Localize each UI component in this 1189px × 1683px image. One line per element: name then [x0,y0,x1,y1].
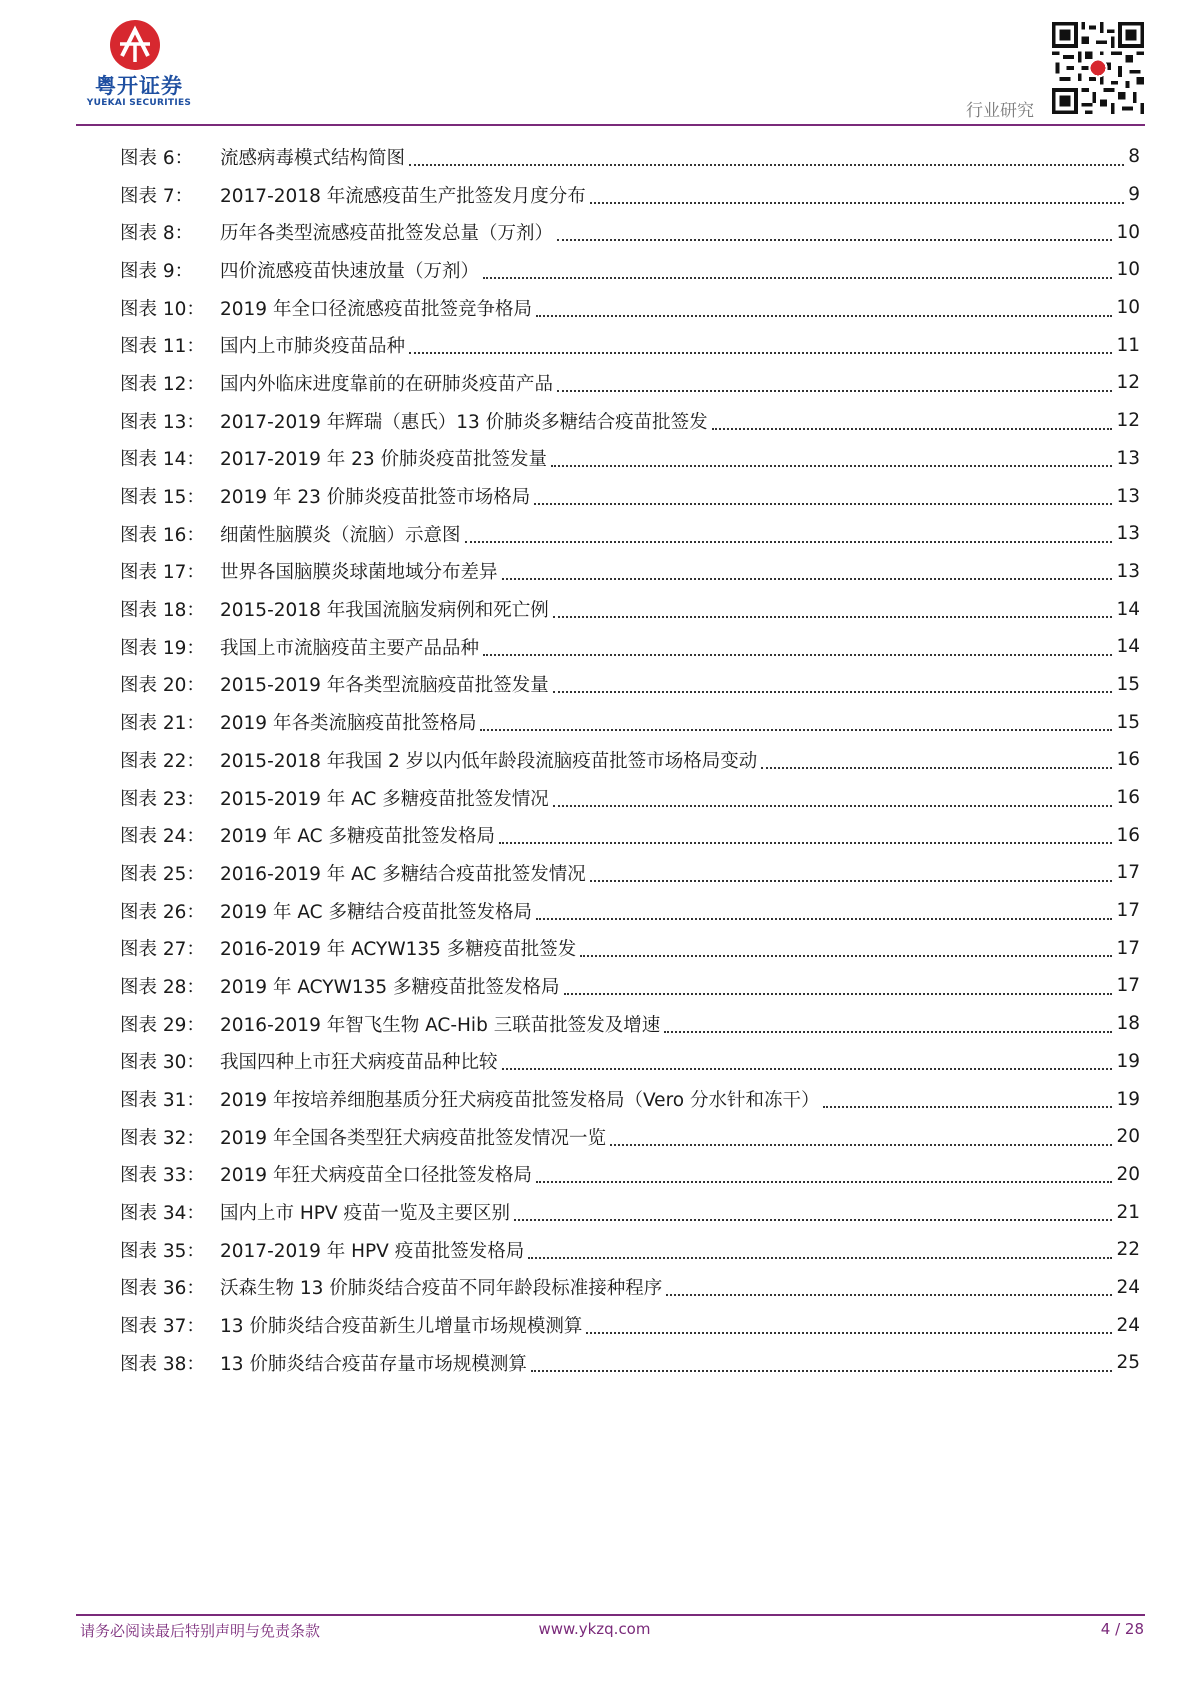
toc-entry-page: 20 [1116,1163,1140,1185]
toc-entry-page: 9 [1128,184,1140,206]
toc-entry-label: 图表 32： [120,1127,205,1149]
toc-entry-title: 我国上市流脑疫苗主要产品品种 [220,637,480,659]
toc-leader-dots [465,541,1113,543]
toc-entry-label: 图表 18： [120,600,205,622]
toc-entry-page: 12 [1116,372,1140,394]
toc-leader-dots [536,1181,1112,1183]
toc-leader-dots [502,1068,1113,1070]
toc-leader-dots [823,1106,1112,1108]
toc-entry-page: 17 [1116,975,1140,997]
toc-leader-dots [761,767,1112,769]
toc-leader-dots [483,654,1112,656]
toc-leader-dots [557,239,1112,241]
toc-leader-dots [536,315,1112,317]
toc-entry-page: 18 [1116,1013,1140,1035]
toc-entry-label: 图表 37： [120,1316,205,1338]
toc-leader-dots [664,1031,1112,1033]
footer-website-link[interactable]: www.ykzq.com [538,1620,651,1638]
toc-entry-label: 图表 15： [120,487,205,509]
toc-entry-page: 13 [1116,447,1140,469]
yuekai-logo-icon [108,18,162,72]
toc-entry-title: 历年各类型流感疫苗批签发总量（万剂） [220,223,554,245]
toc-entry-page: 21 [1116,1201,1140,1223]
toc-entry[interactable] [120,1193,1140,1231]
toc-entry[interactable] [120,440,1140,478]
toc-entry-page: 13 [1116,523,1140,545]
toc-entry[interactable] [120,967,1140,1005]
toc-entry-label: 图表 7： [120,185,194,207]
toc-entry-page: 8 [1128,146,1140,168]
toc-entry-title: 2015-2019 年各类型流脑疫苗批签发量 [220,675,549,697]
toc-entry-label: 图表 12： [120,373,205,395]
toc-entry[interactable] [120,779,1140,817]
toc-entry[interactable] [120,326,1140,364]
section-label: 行业研究 [966,101,1034,121]
toc-entry-label: 图表 8： [120,223,194,245]
logo-chinese-name: 粤开证券 [95,74,183,98]
toc-entry-label: 图表 24： [120,826,205,848]
toc-leader-dots [712,428,1113,430]
toc-entry-label: 图表 22： [120,750,205,772]
toc-entry-page: 17 [1116,937,1140,959]
toc-entry-title: 国内外临床进度靠前的在研肺炎疫苗产品 [220,373,554,395]
toc-entry-page: 11 [1116,334,1140,356]
toc-entry-page: 13 [1116,560,1140,582]
toc-entry-label: 图表 25： [120,863,205,885]
toc-entry[interactable] [120,628,1140,666]
toc-entry-title: 2017-2018 年流感疫苗生产批签发月度分布 [220,185,586,207]
toc-leader-dots [534,503,1112,505]
toc-entry-page: 16 [1116,824,1140,846]
toc-entry-page: 22 [1116,1239,1140,1261]
toc-entry[interactable] [120,1080,1140,1118]
toc-entry-page: 15 [1116,673,1140,695]
toc-leader-dots [409,352,1112,354]
company-logo [80,18,198,110]
toc-entry-label: 图表 30： [120,1052,205,1074]
toc-entry-title: 2017-2019 年 23 价肺炎疫苗批签发量 [220,449,548,471]
toc-entry-title: 2019 年狂犬病疫苗全口径批签发格局 [220,1165,532,1187]
toc-entry-label: 图表 19： [120,637,205,659]
toc-leader-dots [580,955,1112,957]
toc-entry[interactable] [120,1005,1140,1043]
toc-leader-dots [610,1144,1112,1146]
toc-entry[interactable] [120,892,1140,930]
toc-entry-page: 14 [1116,636,1140,658]
toc-entry[interactable] [120,1043,1140,1081]
toc-leader-dots [499,842,1112,844]
toc-entry-page: 17 [1116,862,1140,884]
toc-entry[interactable] [120,854,1140,892]
toc-leader-dots [514,1219,1112,1221]
toc-entry[interactable] [120,666,1140,704]
toc-entry-label: 图表 9： [120,260,194,282]
toc-entry-page: 25 [1116,1352,1140,1374]
footer-divider [76,1614,1145,1616]
toc-entry-page: 16 [1116,787,1140,809]
toc-entry-title: 国内上市 HPV 疫苗一览及主要区别 [220,1203,510,1225]
toc-entry-label: 图表 14： [120,449,205,471]
toc-entry[interactable] [120,1156,1140,1194]
toc-entry[interactable] [120,251,1140,289]
toc-entry-page: 10 [1116,297,1140,319]
toc-leader-dots [590,202,1124,204]
toc-leader-dots [531,1370,1113,1372]
toc-entry-title: 2019 年 AC 多糖疫苗批签发格局 [220,826,495,848]
toc-entry-title: 2016-2019 年 AC 多糖结合疫苗批签发情况 [220,863,586,885]
toc-entry[interactable] [120,703,1140,741]
footer-page-number: 4 / 28 [1100,1620,1144,1638]
toc-leader-dots [553,805,1113,807]
toc-entry-label: 图表 29： [120,1014,205,1036]
toc-entry-label: 图表 13： [120,411,205,433]
toc-entry-title: 我国四种上市狂犬病疫苗品种比较 [220,1052,498,1074]
toc-entry-label: 图表 6： [120,147,194,169]
toc-entry-title: 沃森生物 13 价肺炎结合疫苗不同年龄段标准接种程序 [220,1278,663,1300]
toc-entry[interactable] [120,741,1140,779]
toc-entry-label: 图表 28： [120,976,205,998]
toc-entry-title: 2015-2018 年我国流脑发病例和死亡例 [220,600,549,622]
toc-leader-dots [409,164,1124,166]
toc-leader-dots [480,729,1112,731]
toc-entry[interactable] [120,515,1140,553]
toc-entry-title: 国内上市肺炎疫苗品种 [220,336,406,358]
toc-entry-label: 图表 21： [120,713,205,735]
toc-entry[interactable] [120,553,1140,591]
toc-entry-page: 19 [1116,1050,1140,1072]
toc-entry-page: 17 [1116,900,1140,922]
toc-entry-title: 细菌性脑膜炎（流脑）示意图 [220,524,461,546]
toc-leader-dots [528,1257,1112,1259]
toc-leader-dots [553,691,1113,693]
toc-leader-dots [502,578,1113,580]
toc-entry[interactable] [120,1306,1140,1344]
toc-entry-label: 图表 35： [120,1240,205,1262]
toc-leader-dots [564,993,1113,995]
toc-entry-page: 16 [1116,749,1140,771]
toc-entry-title: 2016-2019 年 ACYW135 多糖疫苗批签发 [220,939,577,961]
toc-entry[interactable] [120,138,1140,176]
figure-list [120,138,1140,1382]
toc-entry[interactable] [120,1344,1140,1382]
toc-entry-label: 图表 36： [120,1278,205,1300]
toc-entry-title: 流感病毒模式结构简图 [220,147,406,169]
toc-entry[interactable] [120,213,1140,251]
toc-entry-page: 13 [1116,485,1140,507]
toc-entry-page: 14 [1116,598,1140,620]
toc-leader-dots [557,390,1112,392]
toc-entry-page: 20 [1116,1126,1140,1148]
toc-entry-label: 图表 23： [120,788,205,810]
toc-entry-title: 13 价肺炎结合疫苗存量市场规模测算 [220,1353,527,1375]
toc-entry[interactable] [120,289,1140,327]
toc-entry[interactable] [120,929,1140,967]
toc-entry-title: 2016-2019 年智飞生物 AC-Hib 三联苗批签发及增速 [220,1014,661,1036]
logo-english-name: YUEKAI SECURITIES [86,98,192,108]
toc-entry-title: 2017-2019 年 HPV 疫苗批签发格局 [220,1240,525,1262]
toc-entry-title: 2015-2018 年我国 2 岁以内低年龄段流脑疫苗批签市场格局变动 [220,750,758,772]
toc-entry[interactable] [120,816,1140,854]
toc-entry-title: 世界各国脑膜炎球菌地域分布差异 [220,562,498,584]
toc-entry[interactable] [120,1231,1140,1269]
toc-entry-title: 2019 年全国各类型狂犬病疫苗批签发情况一览 [220,1127,606,1149]
toc-entry[interactable] [120,176,1140,214]
toc-entry-title: 2019 年全口径流感疫苗批签竞争格局 [220,298,532,320]
toc-entry-page: 19 [1116,1088,1140,1110]
toc-leader-dots [553,616,1113,618]
toc-entry-label: 图表 20： [120,675,205,697]
toc-entry-label: 图表 11： [120,336,205,358]
toc-entry-title: 2017-2019 年辉瑞（惠氏）13 价肺炎多糖结合疫苗批签发 [220,411,708,433]
header-divider [76,124,1145,126]
toc-entry-label: 图表 26： [120,901,205,923]
toc-entry-label: 图表 10： [120,298,205,320]
toc-entry-title: 2015-2019 年 AC 多糖疫苗批签发情况 [220,788,549,810]
toc-entry-label: 图表 17： [120,562,205,584]
toc-entry-title: 13 价肺炎结合疫苗新生儿增量市场规模测算 [220,1316,583,1338]
toc-leader-dots [536,918,1112,920]
toc-entry-title: 2019 年各类流脑疫苗批签格局 [220,713,477,735]
toc-entry[interactable] [120,402,1140,440]
toc-entry[interactable] [120,364,1140,402]
toc-entry-label: 图表 38： [120,1353,205,1375]
toc-entry-title: 2019 年 ACYW135 多糖疫苗批签发格局 [220,976,560,998]
toc-leader-dots [551,465,1112,467]
toc-entry[interactable] [120,1269,1140,1307]
toc-entry[interactable] [120,1118,1140,1156]
toc-entry-page: 10 [1116,221,1140,243]
toc-entry-label: 图表 33： [120,1165,205,1187]
toc-entry-page: 15 [1116,711,1140,733]
qr-code-icon [1052,22,1144,114]
toc-entry[interactable] [120,477,1140,515]
toc-entry-label: 图表 16： [120,524,205,546]
toc-entry[interactable] [120,590,1140,628]
toc-entry-title: 2019 年 23 价肺炎疫苗批签市场格局 [220,487,531,509]
toc-entry-label: 图表 27： [120,939,205,961]
toc-leader-dots [586,1332,1112,1334]
toc-entry-title: 四价流感疫苗快速放量（万剂） [220,260,480,282]
footer-disclaimer: 请务必阅读最后特别声明与免责条款 [80,1622,321,1640]
toc-leader-dots [666,1294,1112,1296]
toc-entry-label: 图表 31： [120,1090,205,1112]
toc-entry-page: 24 [1116,1314,1140,1336]
toc-leader-dots [483,277,1112,279]
toc-entry-page: 12 [1116,410,1140,432]
toc-entry-title: 2019 年 AC 多糖结合疫苗批签发格局 [220,901,532,923]
toc-entry-page: 24 [1116,1276,1140,1298]
toc-entry-label: 图表 34： [120,1203,205,1225]
toc-entry-title: 2019 年按培养细胞基质分狂犬病疫苗批签发格局（Vero 分水针和冻干） [220,1090,820,1112]
toc-leader-dots [590,880,1113,882]
toc-entry-page: 10 [1116,259,1140,281]
